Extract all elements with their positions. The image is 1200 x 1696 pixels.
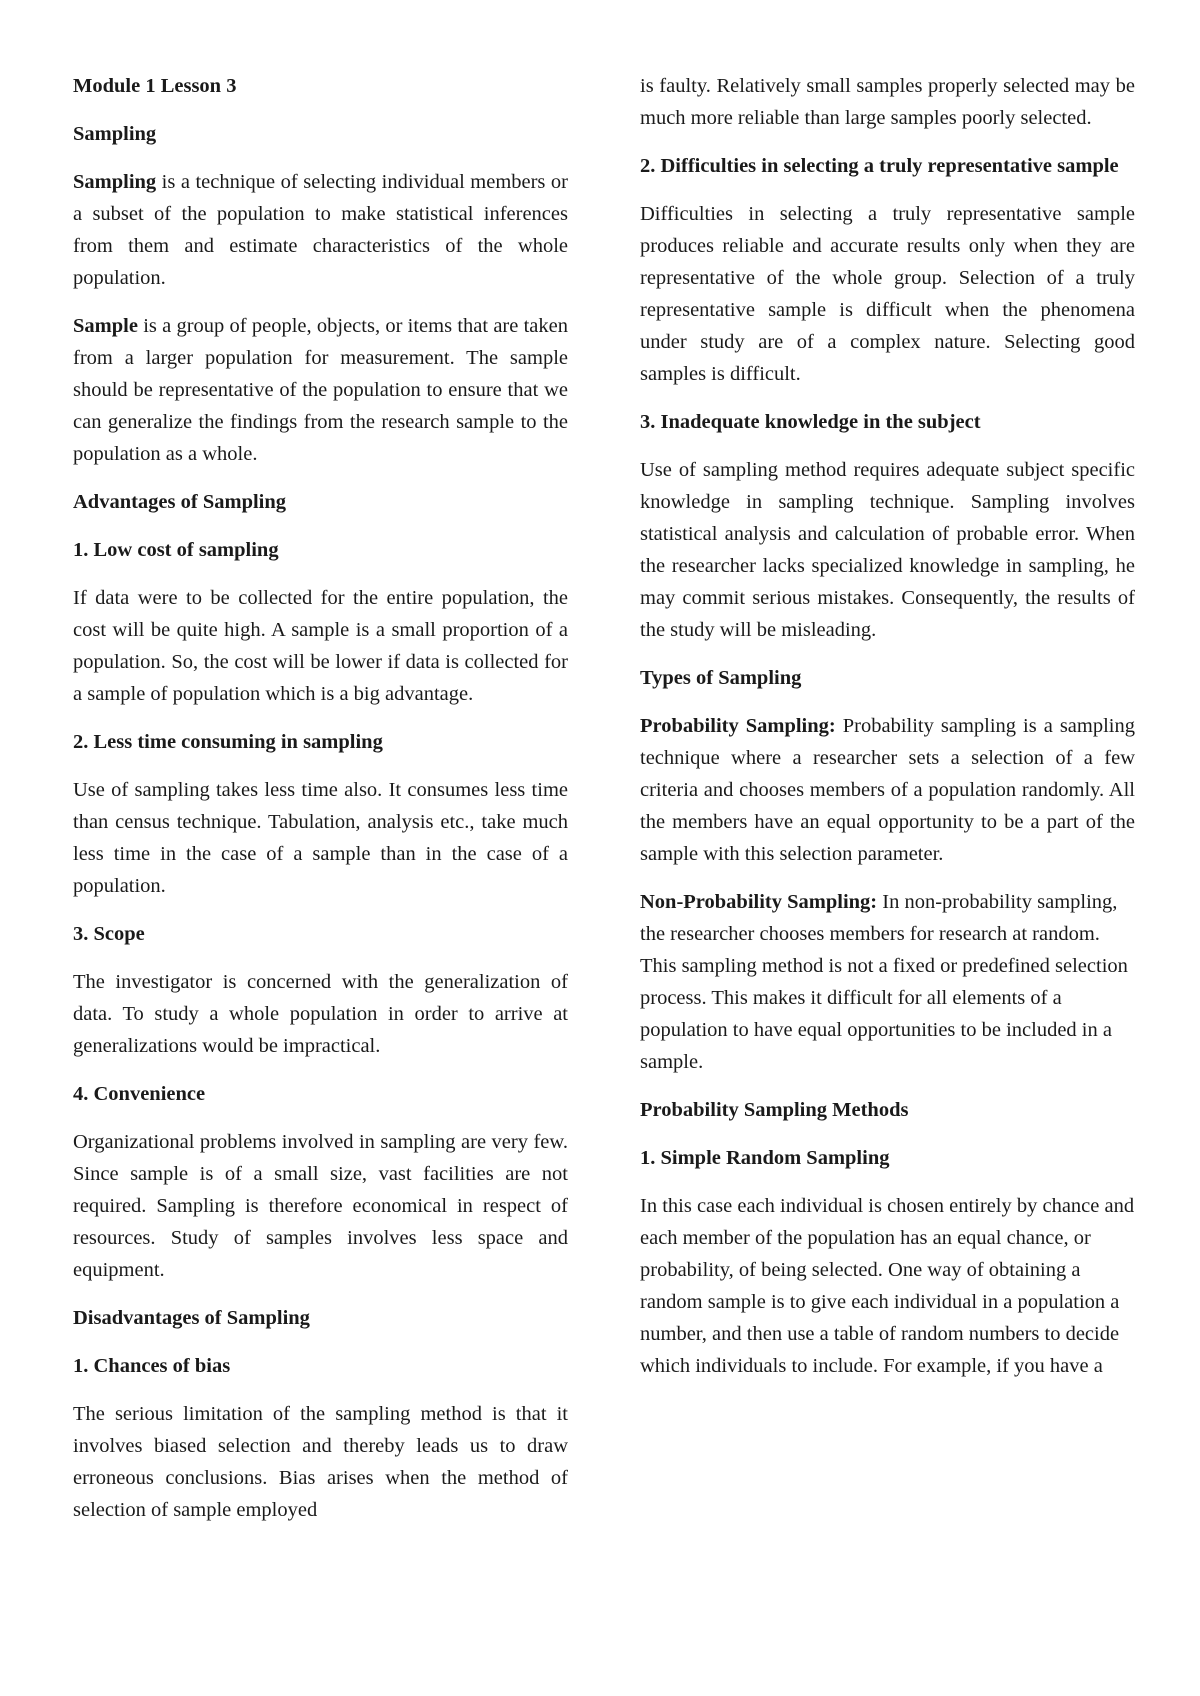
non-probability-sampling-text: In non-probability sampling, the researcher chooses members for research at random. This sampling method is not a fixed or predefined selection process. This makes it difficult for all elements of a population to have equal opportunities to be included in a sample. [640, 891, 1128, 1073]
sample-term: Sample [73, 315, 138, 337]
advantages-heading: Advantages of Sampling [73, 491, 287, 513]
advantage-4-heading: 4. Convenience [73, 1083, 206, 1105]
advantage-2-text: Use of sampling takes less time also. It consumes less time than census technique. Tabulation, analysis etc., take much less time in the case of a sample than in the case of a population. [73, 779, 568, 897]
types-heading: Types of Sampling [640, 667, 802, 689]
sampling-definition [73, 166, 568, 294]
probability-sampling-text: Probability sampling is a sampling technique where a researcher sets a selection of a few criteria and chooses members of a population randomly. All the members have an equal opportunity to be a part of the sample with this selection parameter. [640, 715, 1135, 865]
simple-random-heading: 1. Simple Random Sampling [640, 1147, 890, 1169]
sampling-definition-text: is a technique of selecting individual members or a subset of the population to make statistical inferences from them and estimate characteristics of the whole population. [73, 171, 568, 289]
advantage-3-heading: 3. Scope [73, 923, 145, 945]
advantage-1-text: If data were to be collected for the entire population, the cost will be quite high. A sample is a small proportion of a population. So, the cost will be lower if data is collected for a sample of population which is a big advantage. [73, 587, 568, 705]
advantage-4-text: Organizational problems involved in sampling are very few. Since sample is of a small size, vast facilities are not required. Sampling is therefore economical in respect of resources. Study of samples involves less space and equipment. [73, 1131, 568, 1281]
advantage-3-text: The investigator is concerned with the generalization of data. To study a whole population in order to arrive at generalizations would be impractical. [73, 971, 568, 1057]
methods-heading: Probability Sampling Methods [640, 1099, 909, 1121]
disadvantage-3-text: Use of sampling method requires adequate subject specific knowledge in sampling technique. Sampling involves statistical analysis and calculation of probable error. When the researcher lacks specialized knowledge in sampling, he may commit serious mistakes. Consequently, the results of the study will be misleading. [640, 459, 1135, 641]
non-probability-sampling-term: Non-Probability Sampling: [640, 891, 878, 913]
disadvantage-1-text: The serious limitation of the sampling method is that it involves biased selection and thereby leads us to draw erroneous conclusions. Bias arises when the method of selection of sample employed [73, 1403, 568, 1521]
advantage-2-heading: 2. Less time consuming in sampling [73, 731, 383, 753]
sample-definition-text: is a group of people, objects, or items that are taken from a larger population for measurement. The sample should be representative of the population to ensure that we can generalize the findings from the research sample to the population as a whole. [73, 315, 568, 465]
sampling-term: Sampling [73, 171, 157, 193]
simple-random-text: In this case each individual is chosen entirely by chance and each member of the population has an equal chance, or probability, of being selected. One way of obtaining a random sample is to give each individual in a population a number, and then use a table of random numbers to decide which individuals to include. For example, if you have a [640, 1195, 1135, 1377]
disadvantage-2-heading: 2. Difficulties in selecting a truly representative sample [640, 155, 1119, 177]
non-probability-sampling-definition [640, 886, 1135, 1078]
right-column [640, 70, 1135, 1398]
disadvantage-1-heading: 1. Chances of bias [73, 1355, 231, 1377]
disadvantage-3-heading: 3. Inadequate knowledge in the subject [640, 411, 981, 433]
probability-sampling-definition [640, 710, 1135, 870]
advantage-1-heading: 1. Low cost of sampling [73, 539, 279, 561]
probability-sampling-term: Probability Sampling: [640, 715, 836, 737]
disadvantage-2-text: Difficulties in selecting a truly representative sample produces reliable and accurate results only when they are representative of the whole group. Selection of a truly representative sample is difficult when the phenomena under study are of a complex nature. Selecting good samples is difficult. [640, 203, 1135, 385]
disadvantage-1-continued: is faulty. Relatively small samples properly selected may be much more reliable than large samples poorly selected. [640, 75, 1135, 129]
module-title: Module 1 Lesson 3 [73, 75, 237, 97]
sample-definition [73, 310, 568, 470]
left-column [73, 70, 568, 1542]
disadvantages-heading: Disadvantages of Sampling [73, 1307, 310, 1329]
section-title: Sampling [73, 123, 157, 145]
